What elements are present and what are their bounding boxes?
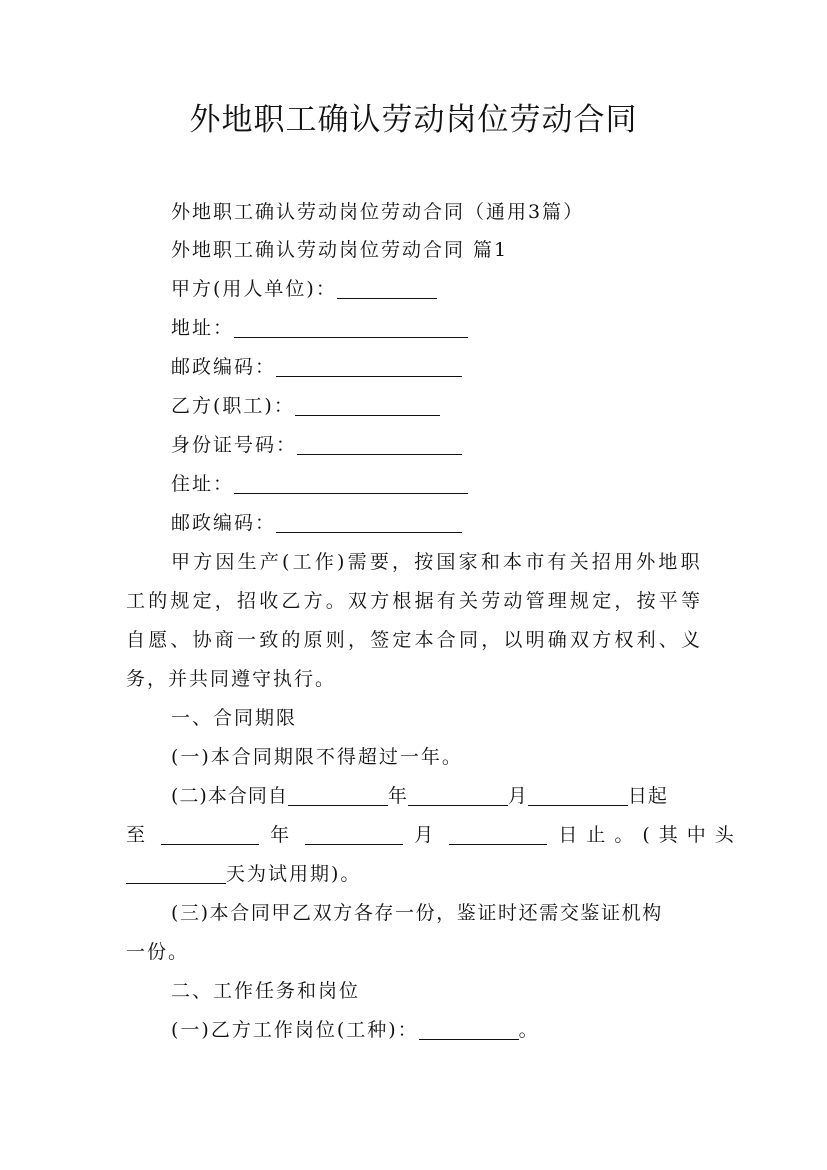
postcode-b-label: 邮政编码：: [171, 512, 277, 534]
postcode-b-blank[interactable]: [276, 510, 462, 533]
day-from-label: 日起: [627, 785, 668, 807]
subtitle: 外地职工确认劳动岗位劳动合同（通用3篇）: [171, 201, 585, 223]
intro-line-4: 务，并共同遵守执行。: [126, 668, 337, 690]
postcode-a-label: 邮政编码：: [171, 356, 277, 378]
postcode-a-blank[interactable]: [276, 354, 462, 377]
party-a-label: 甲方(用人单位)：: [171, 278, 337, 300]
start-month-blank[interactable]: [408, 783, 508, 806]
party-a-field: [126, 270, 747, 309]
article-1-item-2: [126, 777, 747, 816]
article-1-item-1: (一)本合同期限不得超过一年。: [171, 746, 463, 768]
end-day-blank[interactable]: [449, 822, 547, 845]
party-b-blank[interactable]: [295, 393, 440, 416]
document-title: 外地职工确认劳动岗位劳动合同: [189, 102, 638, 138]
id-number-blank[interactable]: [297, 432, 462, 455]
address-label: 地址：: [171, 317, 235, 339]
probation-days-blank[interactable]: [126, 861, 226, 884]
probation-label: 天为试用期)。: [226, 863, 362, 885]
postcode-b-field: [126, 504, 747, 543]
article-1-item-3: (三)本合同甲乙双方各存一份，鉴证时还需交鉴证机构: [171, 902, 663, 924]
end-year-blank[interactable]: [161, 822, 259, 845]
residence-field: [126, 465, 747, 504]
day-to-label: 日止。(其中头: [558, 824, 743, 846]
end-month-label: 月: [414, 824, 439, 846]
article-2-item-1: [126, 1011, 747, 1050]
start-day-blank[interactable]: [528, 783, 628, 806]
residence-blank[interactable]: [234, 471, 468, 494]
postcode-a-field: [126, 348, 747, 387]
article-1-item-2-cont: [126, 816, 743, 855]
id-number-field: [126, 426, 747, 465]
probation-line: [126, 855, 702, 894]
article-1-heading: 一、合同期限: [171, 707, 298, 729]
section-heading: 外地职工确认劳动岗位劳动合同 篇1: [171, 239, 509, 261]
party-b-label: 乙方(职工)：: [171, 395, 295, 417]
article-2-heading: 二、工作任务和岗位: [171, 980, 361, 1002]
job-position-label: (一)乙方工作岗位(工种)：: [171, 1019, 419, 1041]
start-year-blank[interactable]: [288, 783, 388, 806]
intro-line-1: 甲方因生产(工作)需要，按国家和本市有关招用外地职: [171, 551, 703, 573]
month-label: 月: [507, 785, 528, 807]
address-field: [126, 309, 747, 348]
intro-line-2: 工的规定，招收乙方。双方根据有关劳动管理规定，按平等: [126, 590, 704, 612]
intro-line-3: 自愿、协商一致的原则，签定本合同，以明确双方权利、义: [126, 629, 704, 651]
party-a-blank[interactable]: [337, 276, 437, 299]
end-year-label: 年: [270, 824, 295, 846]
job-position-blank[interactable]: [419, 1017, 519, 1040]
term-from-label: (二)本合同自: [171, 785, 288, 807]
residence-label: 住址：: [171, 473, 235, 495]
address-blank[interactable]: [234, 315, 468, 338]
end-month-blank[interactable]: [305, 822, 403, 845]
job-position-end: 。: [518, 1019, 540, 1041]
article-1-item-3-cont: 一份。: [126, 941, 190, 963]
to-label: 至: [126, 824, 151, 846]
party-b-field: [126, 387, 747, 426]
year-label: 年: [387, 785, 408, 807]
id-number-label: 身份证号码：: [171, 434, 298, 456]
